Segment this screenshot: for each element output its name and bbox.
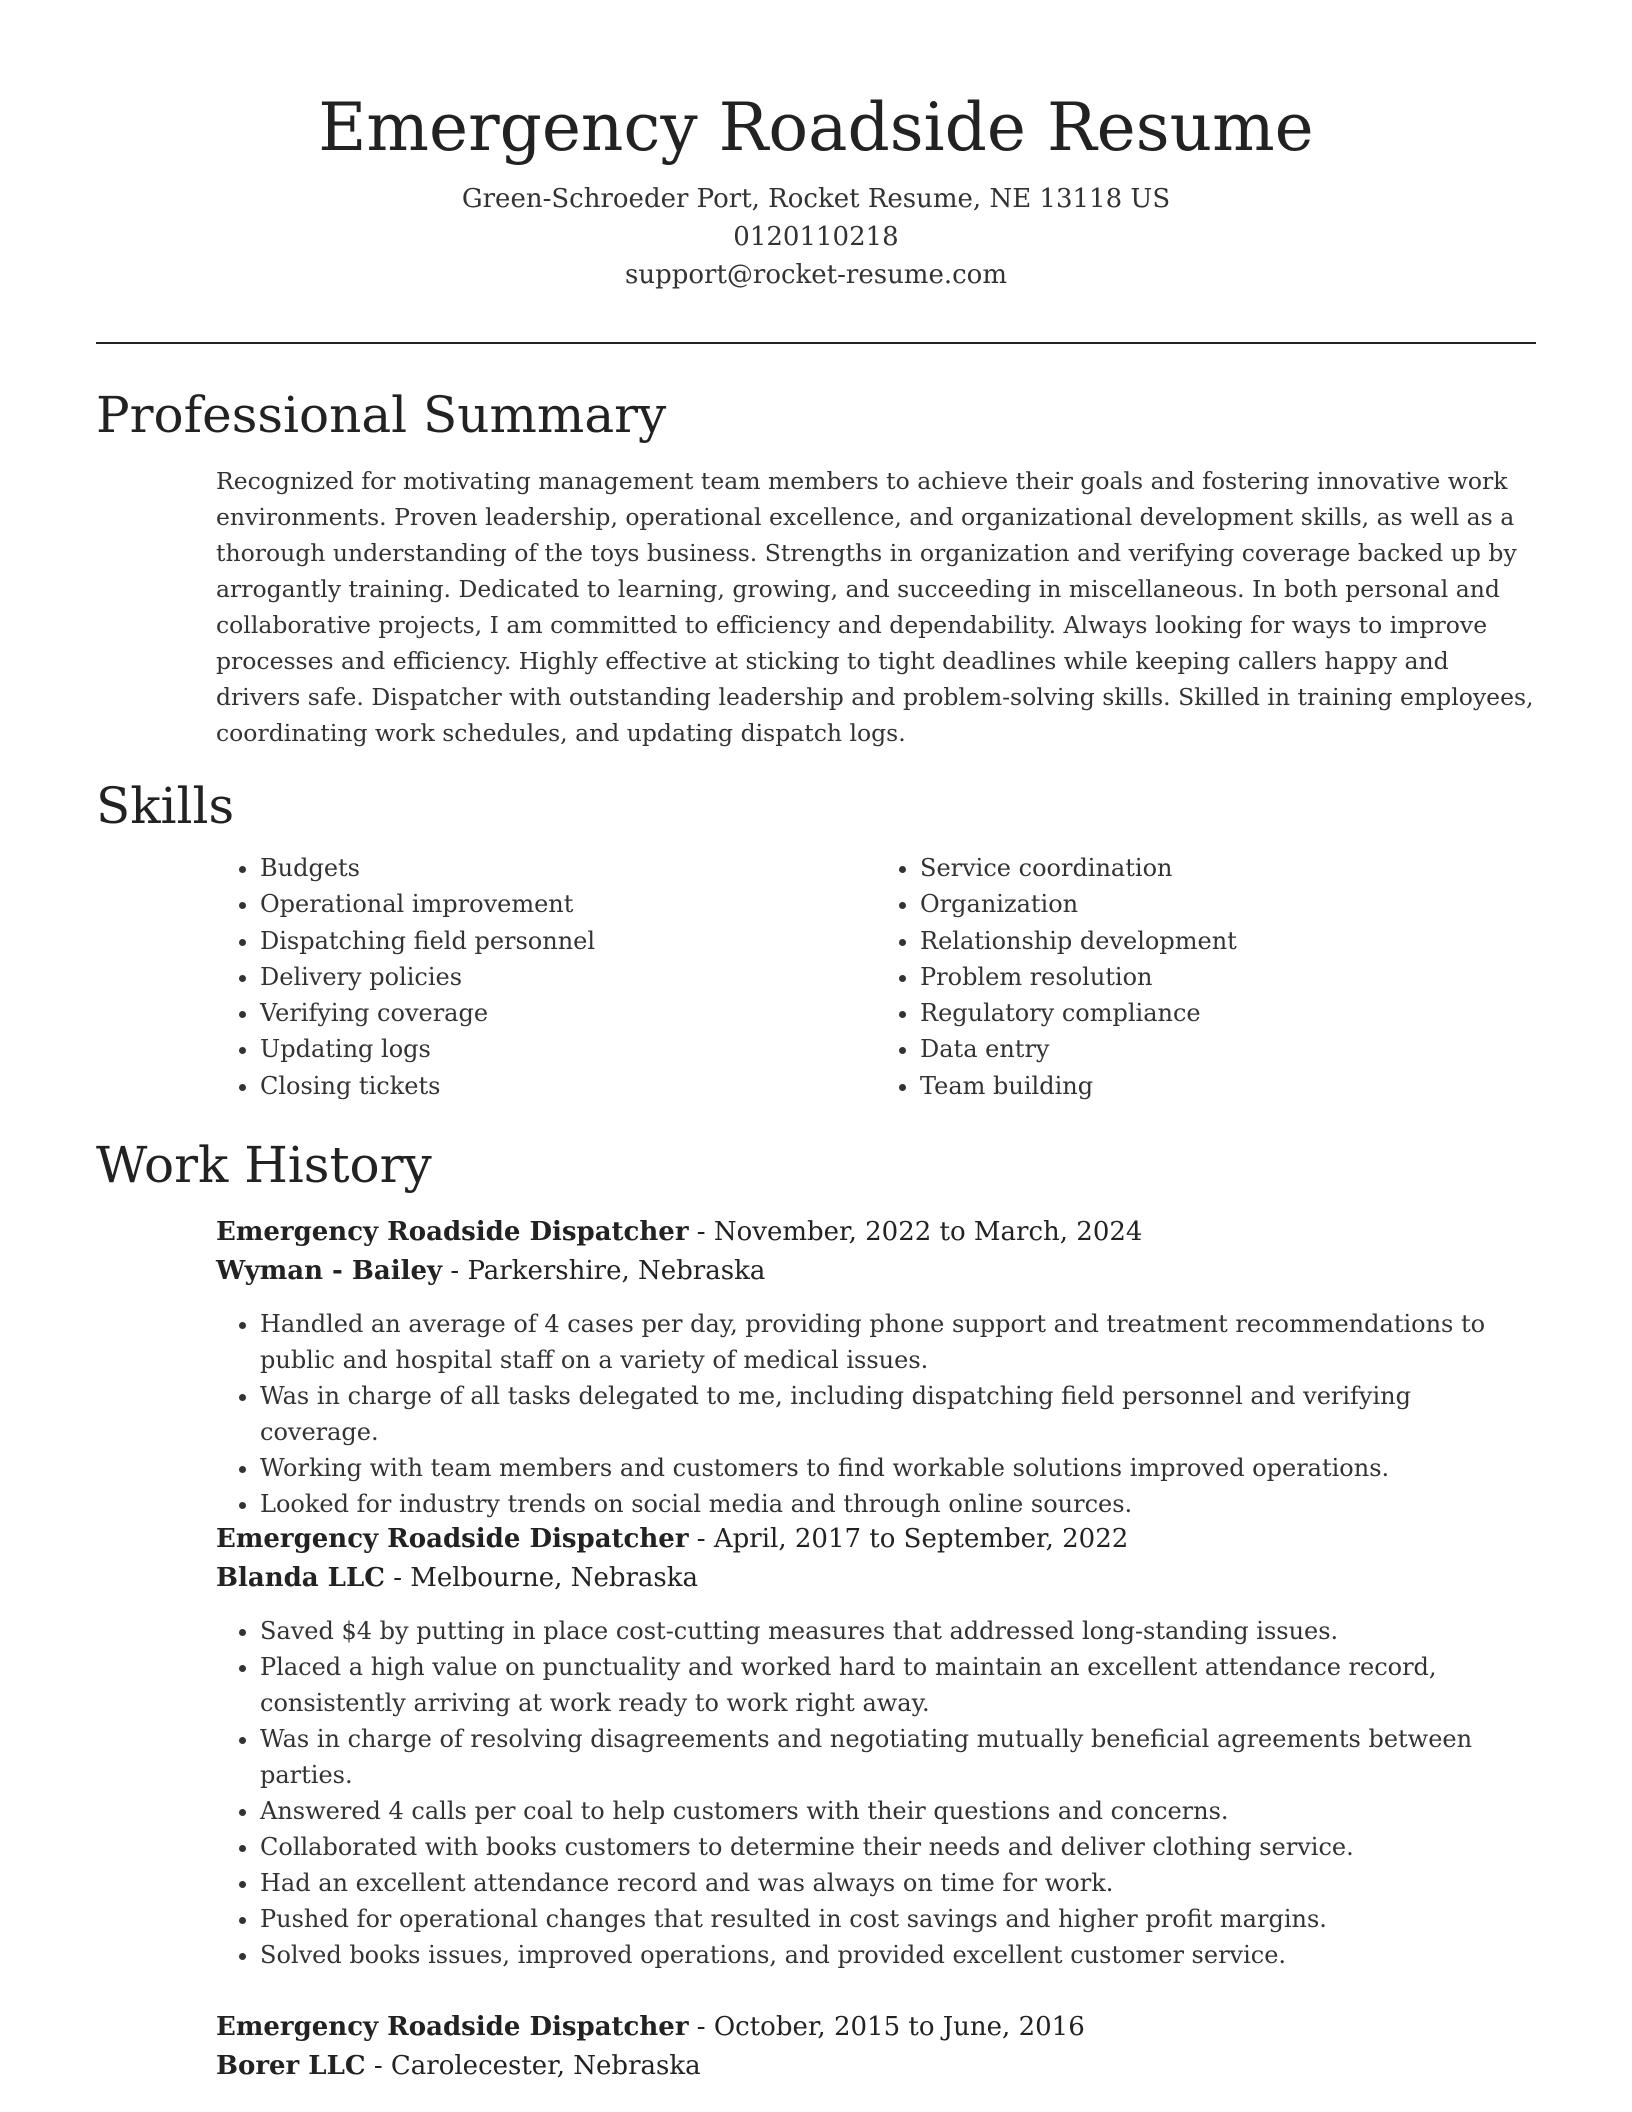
section-heading-summary: Professional Summary xyxy=(96,386,667,444)
contact-phone: 0120110218 xyxy=(733,222,899,252)
work-history-jobs xyxy=(96,1212,1536,1522)
skill-item: • Problem resolution xyxy=(920,959,1536,995)
skill-item: • Relationship development xyxy=(920,923,1536,959)
job-bullet: • Handled an average of 4 cases per day, providing phone support and treatment recommendations to public and hospital staff on a variety of medical issues. xyxy=(260,1306,1536,1378)
skill-item: • Service coordination xyxy=(920,850,1536,886)
skill-item: • Data entry xyxy=(920,1031,1536,1067)
resume-title: Emergency Roadside Resume xyxy=(318,89,1314,166)
skill-item: • Closing tickets xyxy=(260,1068,876,1104)
skill-item: • Regulatory compliance xyxy=(920,995,1536,1031)
job-company-line xyxy=(216,1559,1536,1597)
contact-info xyxy=(0,180,1632,294)
skill-item: • Verifying coverage xyxy=(260,995,876,1031)
skill-item: • Team building xyxy=(920,1068,1536,1104)
professional-summary-section xyxy=(96,385,1536,751)
job-dates: - April, 2017 to September, 2022 xyxy=(688,1524,1129,1554)
job-company: Borer LLC xyxy=(216,2051,366,2081)
job-company: Blanda LLC xyxy=(216,1563,385,1593)
job-company-line xyxy=(216,1252,1536,1290)
job-location: - Parkershire, Nebraska xyxy=(442,1256,766,1286)
job-role: Emergency Roadside Dispatcher xyxy=(216,2012,689,2042)
skills-list-right xyxy=(876,850,1536,1104)
summary-text: Recognized for motivating management team members to achieve their goals and fostering innovative work environments. Proven leadership, operational excellence, and organizational development skills, as well as a thorough understanding of the toys business. Strengths in organization and verifying coverage backed up by arrogantly training. Dedicated to learning, growing, and succeeding in miscellaneous. In both personal and collaborative projects, I am committed to efficiency and dependability. Always looking for ways to improve processes and efficiency. Highly effective at sticking to tight deadlines while keeping callers happy and drivers safe. Dispatcher with outstanding leadership and problem-solving skills. Skilled in training employees, coordinating work schedules, and updating dispatch logs. xyxy=(216,467,1534,747)
skill-item: • Updating logs xyxy=(260,1031,876,1067)
job-dates: - November, 2022 to March, 2024 xyxy=(688,1217,1143,1247)
job-title-line xyxy=(216,2007,1536,2047)
job-bullet: • Was in charge of all tasks delegated to me, including dispatching field personnel and verifying coverage. xyxy=(260,1378,1536,1450)
work-history-jobs-3 xyxy=(96,2007,1536,2085)
job-bullet: • Saved $4 by putting in place cost-cutting measures that addressed long-standing issues. xyxy=(260,1613,1536,1649)
job-entry xyxy=(216,1212,1536,1522)
skill-item: • Dispatching field personnel xyxy=(260,923,876,959)
job-location: - Melbourne, Nebraska xyxy=(384,1563,699,1593)
job-company-line xyxy=(216,2047,1536,2085)
job-location: - Carolecester, Nebraska xyxy=(365,2051,701,2081)
job-company: Wyman - Bailey xyxy=(216,1256,443,1286)
resume-header xyxy=(0,0,1632,294)
work-history-section xyxy=(96,1135,1536,1195)
job-bullet: • Working with team members and customers to find workable solutions improved operations. xyxy=(260,1450,1536,1486)
skills-list-left xyxy=(216,850,876,1104)
job-bullet: • Had an excellent attendance record and was always on time for work. xyxy=(260,1865,1536,1901)
job-title-line xyxy=(216,1519,1536,1559)
job-bullet: • Was in charge of resolving disagreements and negotiating mutually beneficial agreements between parties. xyxy=(260,1721,1536,1793)
section-heading-skills: Skills xyxy=(96,777,235,835)
job-bullets xyxy=(216,1613,1536,1973)
contact-email: support@rocket-resume.com xyxy=(624,260,1007,290)
job-title-line xyxy=(216,1212,1536,1252)
skills-columns xyxy=(216,850,1536,1104)
contact-address: Green-Schroeder Port, Rocket Resume, NE 13118 US xyxy=(461,184,1171,214)
job-role: Emergency Roadside Dispatcher xyxy=(216,1524,689,1554)
job-bullet: • Looked for industry trends on social media and through online sources. xyxy=(260,1486,1536,1522)
skill-item: • Budgets xyxy=(260,850,876,886)
job-role: Emergency Roadside Dispatcher xyxy=(216,1217,689,1247)
job-entry xyxy=(216,1519,1536,1973)
skill-item: • Operational improvement xyxy=(260,886,876,922)
section-heading-work-history: Work History xyxy=(96,1136,432,1194)
skill-item: • Organization xyxy=(920,886,1536,922)
job-bullet: • Pushed for operational changes that resulted in cost savings and higher profit margins. xyxy=(260,1901,1536,1937)
job-bullet: • Answered 4 calls per coal to help customers with their questions and concerns. xyxy=(260,1793,1536,1829)
job-bullets xyxy=(216,1306,1536,1522)
job-entry xyxy=(216,2007,1536,2085)
header-divider xyxy=(96,342,1536,344)
skill-item: • Delivery policies xyxy=(260,959,876,995)
job-bullet: • Solved books issues, improved operations, and provided excellent customer service. xyxy=(260,1937,1536,1973)
skills-section xyxy=(96,776,1536,1104)
job-dates: - October, 2015 to June, 2016 xyxy=(688,2012,1085,2042)
job-bullet: • Collaborated with books customers to determine their needs and deliver clothing service. xyxy=(260,1829,1536,1865)
work-history-jobs-2 xyxy=(96,1519,1536,1973)
job-bullet: • Placed a high value on punctuality and worked hard to maintain an excellent attendance record, consistently arriving at work ready to work right away. xyxy=(260,1649,1536,1721)
